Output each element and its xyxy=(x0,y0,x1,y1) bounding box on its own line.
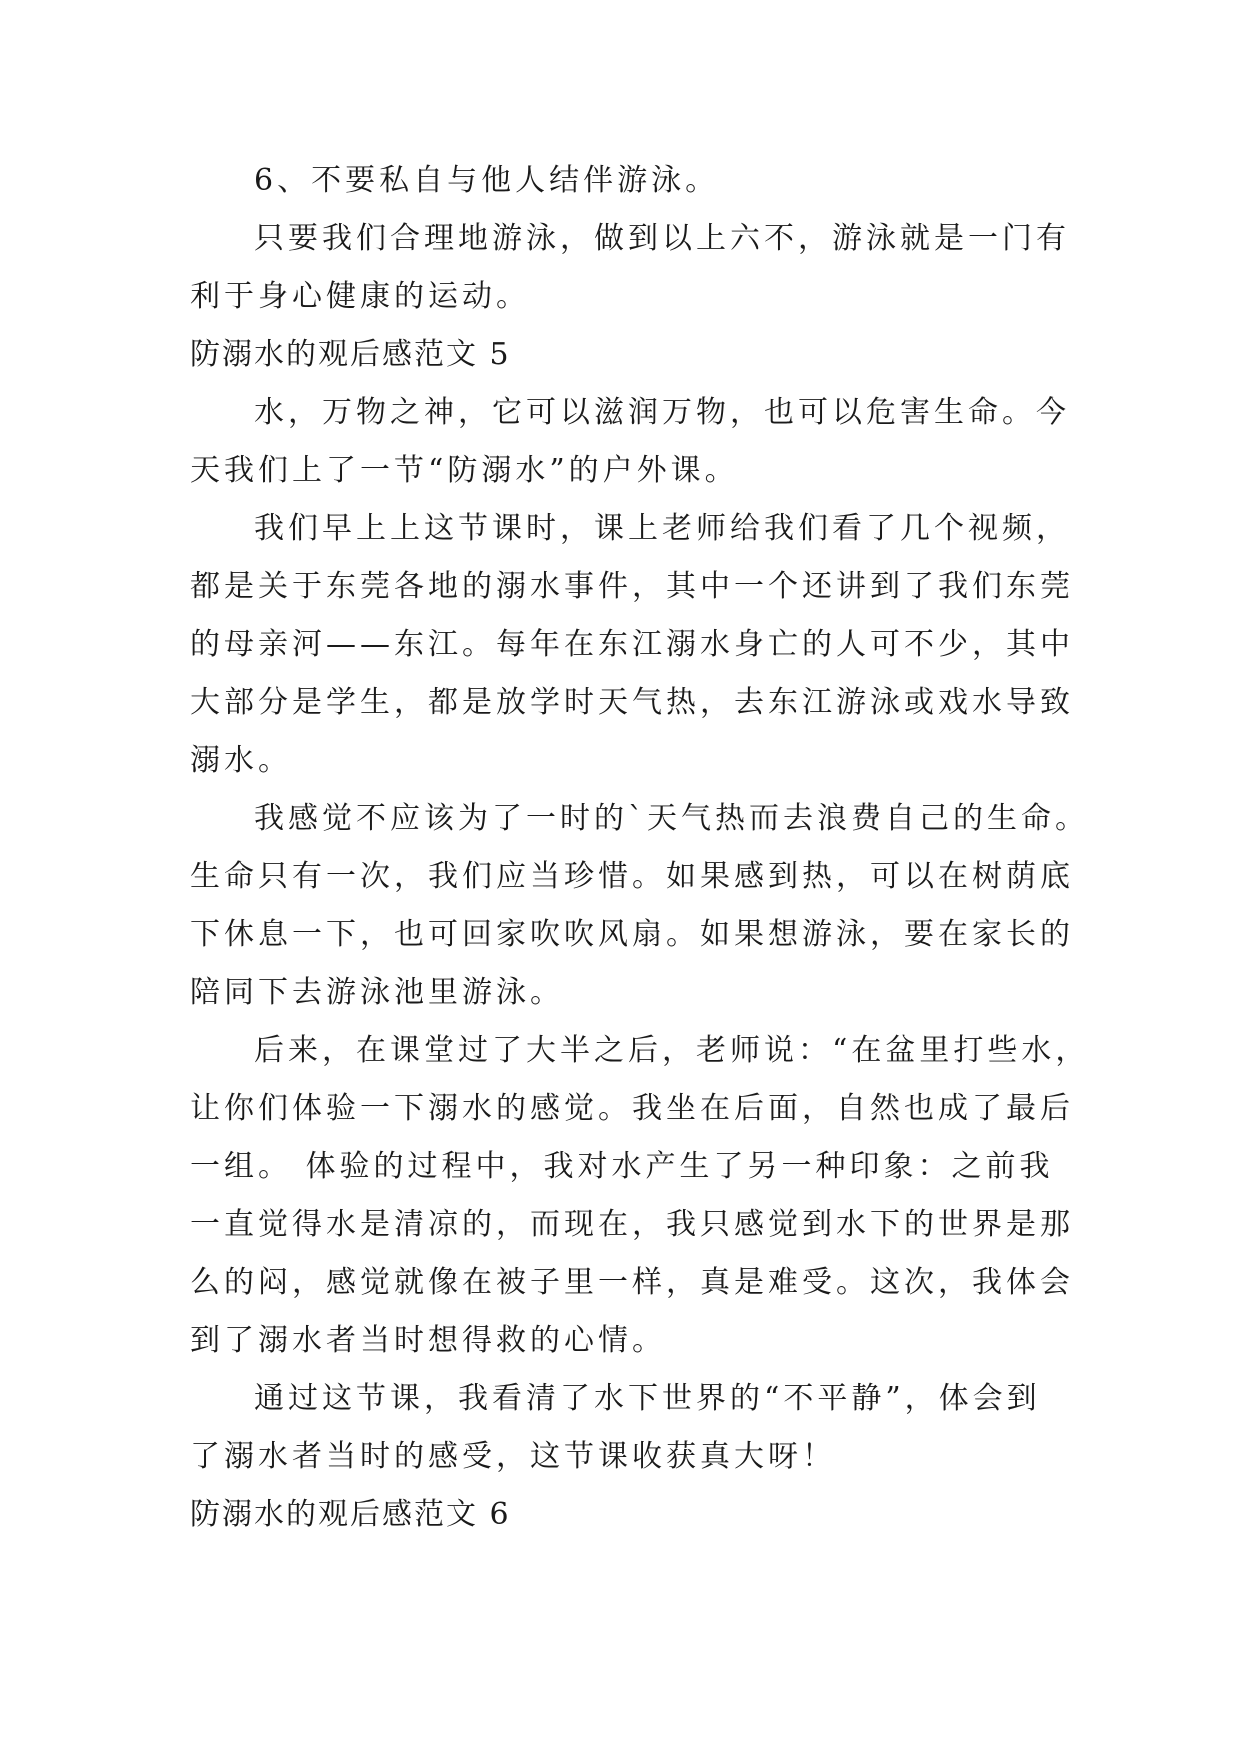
paragraph-line: 了溺水者当时的感受，这节课收获真大呀！ xyxy=(190,1439,836,1474)
list-item: 6、不要私自与他人结伴游泳。 xyxy=(254,163,720,198)
paragraph-line: 我感觉不应该为了一时的`天气热而去浪费自己的生命。 xyxy=(254,801,1089,836)
paragraph-line: 水，万物之神，它可以滋润万物，也可以危害生命。今 xyxy=(254,395,1070,430)
paragraph-line: 天我们上了一节“防溺水”的户外课。 xyxy=(190,453,739,488)
paragraph-line: 让你们体验一下溺水的感觉。我坐在后面，自然也成了最后 xyxy=(190,1091,1074,1126)
paragraph-line: 下休息一下，也可回家吹吹风扇。如果想游泳，要在家长的 xyxy=(190,917,1074,952)
paragraph-line: 通过这节课，我看清了水下世界的“不平静”，体会到 xyxy=(254,1381,1041,1416)
paragraph-line: 一组。 体验的过程中，我对水产生了另一种印象：之前我 xyxy=(190,1149,1054,1184)
section-heading: 防溺水的观后感范文 6 xyxy=(190,1497,511,1532)
paragraph-line: 陪同下去游泳池里游泳。 xyxy=(190,975,564,1010)
paragraph-line: 我们早上上这节课时，课上老师给我们看了几个视频， xyxy=(254,511,1070,546)
paragraph-line: 溺水。 xyxy=(190,743,292,778)
paragraph-line: 么的闷，感觉就像在被子里一样，真是难受。这次，我体会 xyxy=(190,1265,1074,1300)
paragraph-line: 生命只有一次，我们应当珍惜。如果感到热，可以在树荫底 xyxy=(190,859,1074,894)
paragraph-line: 大部分是学生，都是放学时天气热，去东江游泳或戏水导致 xyxy=(190,685,1074,720)
paragraph-line: 到了溺水者当时想得救的心情。 xyxy=(190,1323,666,1358)
paragraph-line: 利于身心健康的运动。 xyxy=(190,279,530,314)
paragraph-line: 一直觉得水是清凉的，而现在，我只感觉到水下的世界是那 xyxy=(190,1207,1074,1242)
paragraph-line: 只要我们合理地游泳，做到以上六不，游泳就是一门有 xyxy=(254,221,1070,256)
paragraph-line: 的母亲河——东江。每年在东江溺水身亡的人可不少，其中 xyxy=(190,627,1074,662)
paragraph-line: 都是关于东莞各地的溺水事件，其中一个还讲到了我们东莞 xyxy=(190,569,1074,604)
section-heading: 防溺水的观后感范文 5 xyxy=(190,337,511,372)
paragraph-line: 后来，在课堂过了大半之后，老师说：“在盆里打些水， xyxy=(254,1033,1090,1068)
document-body xyxy=(190,152,1090,1544)
